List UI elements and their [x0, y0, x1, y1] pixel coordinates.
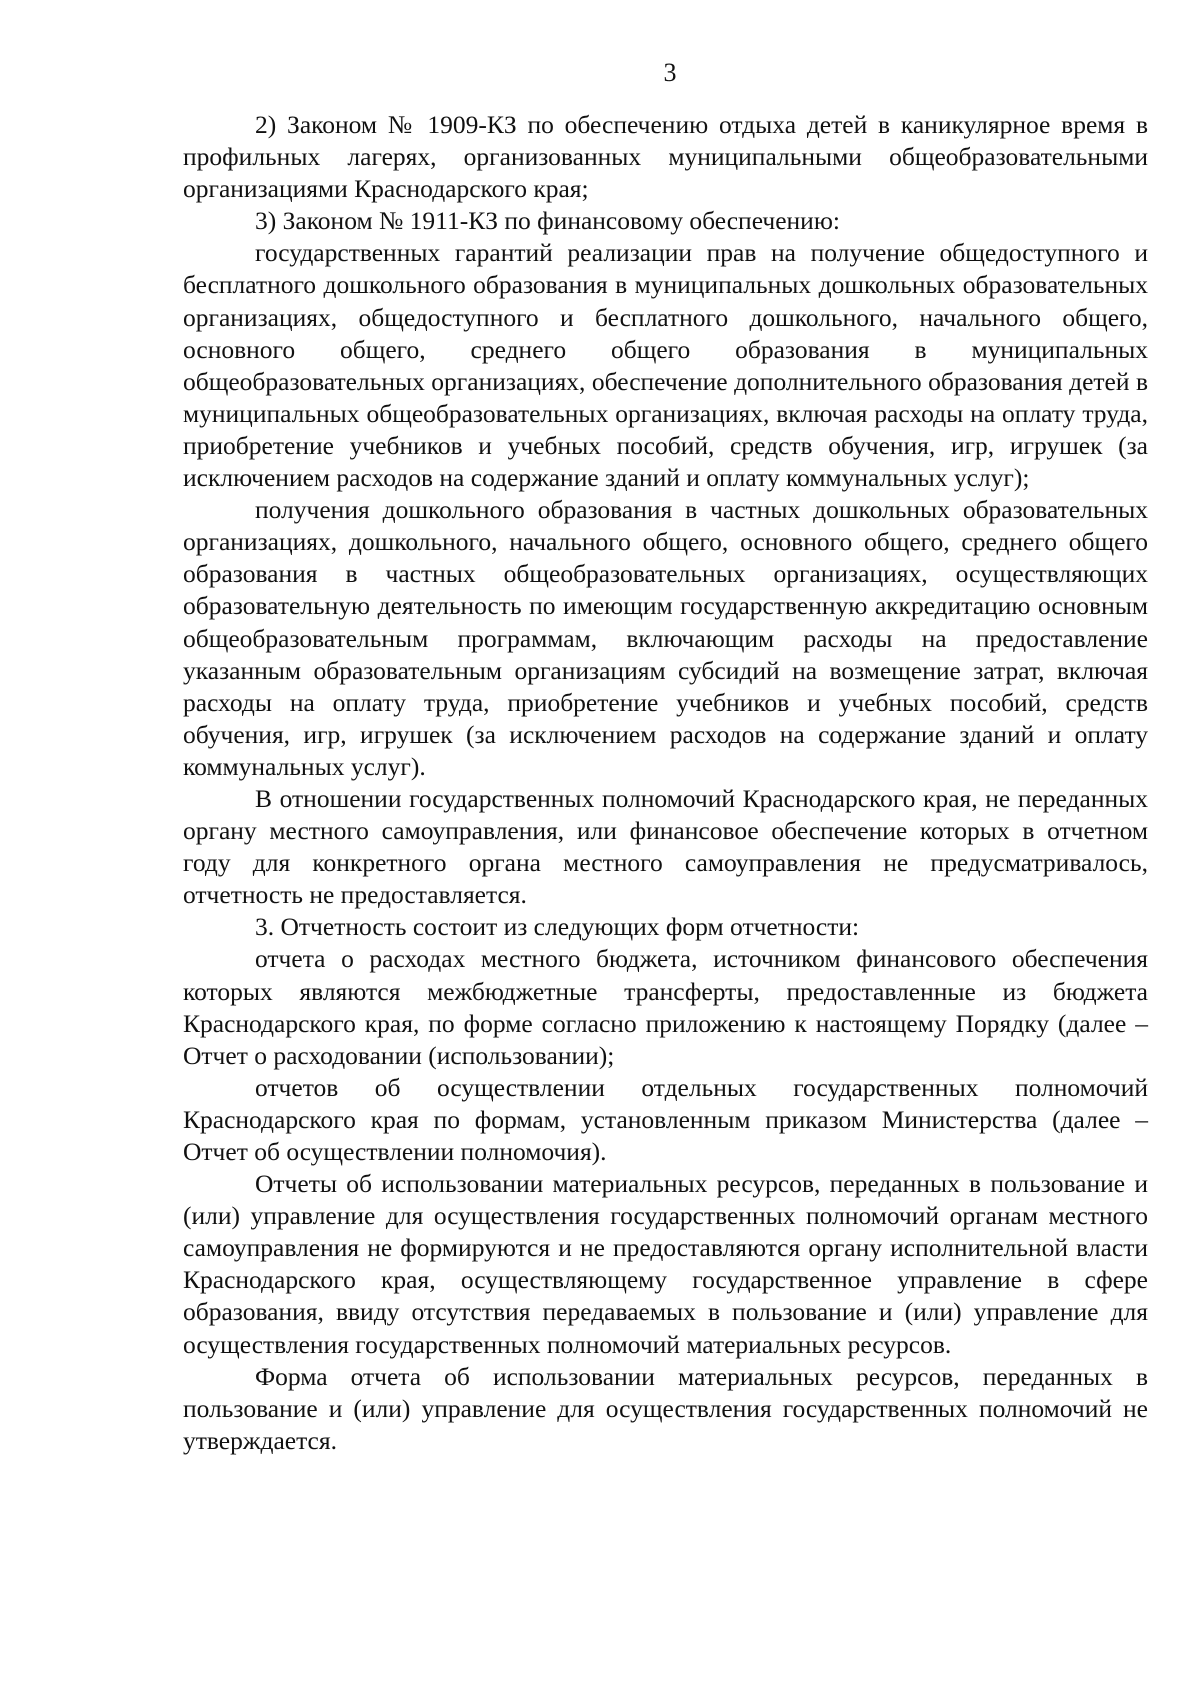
paragraph-form-not-approved: Форма отчета об использовании материальных ресурсов, переданных в пользование и (или) управление для осуществления государственных полномочий не утверждается. — [183, 1361, 1148, 1455]
paragraph-private-education: получения дошкольного образования в частных дошкольных образовательных организациях, дошкольного, начального общего, основного общего, среднего общего образования в частных общеобразовательных организациях, осуществляющих образовательную деятельность по имеющим государственную аккредитацию основным общеобразовательным программам, включающим расходы на предоставление указанным образовательным организациям субсидий на возмещение затрат, включая расходы на оплату труда, приобретение учебников и учебных пособий, средств обучения, игр, игрушек (за исключением расходов на содержание зданий и оплату коммунальных услуг). — [183, 495, 1148, 781]
page-number: 3 — [663, 58, 677, 87]
paragraph-material-resources: Отчеты об использовании материальных ресурсов, переданных в пользование и (или) управление для осуществления государственных полномочий органам местного самоуправления не формируются и не предоставляются органу исполнительной власти Краснодарского края, осуществляющему государственное управление в сфере образования, ввиду отсутствия передаваемых в пользование и (или) управление для осуществления государственных полномочий материальных ресурсов. — [183, 1169, 1148, 1359]
paragraph-report-forms: 3. Отчетность состоит из следующих форм отчетности: — [255, 912, 860, 942]
paragraph-law-1911: 3) Законом № 1911-КЗ по финансовому обеспечению: — [255, 206, 840, 236]
paragraph-law-1909: 2) Законом № 1909-КЗ по обеспечению отдыха детей в каникулярное время в профильных лагерях, организованных муниципальными общеобразовательными организациями Краснодарского края; — [183, 110, 1148, 204]
paragraph-powers-report: отчетов об осуществлении отдельных государственных полномочий Краснодарского края по формам, установленным приказом Министерства (далее – Отчет об осуществлении полномочия). — [183, 1072, 1148, 1166]
paragraph-state-guarantees: государственных гарантий реализации прав на получение общедоступного и бесплатного дошкольного образования в муниципальных дошкольных образовательных организациях, общедоступного и бесплатного дошкольного, начального общего, основного общего, среднего общего образования в муниципальных общеобразовательных организациях, обеспечение дополнительного образования детей в муниципальных общеобразовательных организациях, включая расходы на оплату труда, приобретение учебников и учебных пособий, средств обучения, игр, игрушек (за исключением расходов на содержание зданий и оплату коммунальных услуг); — [183, 238, 1148, 493]
paragraph-budget-report: отчета о расходах местного бюджета, источником финансового обеспечения которых являются межбюджетные трансферты, предоставленные из бюджета Краснодарского края, по форме согласно приложению к настоящему Порядку (далее – Отчет о расходовании (использовании); — [183, 944, 1148, 1070]
body-text — [183, 109, 1148, 1457]
paragraph-no-reporting: В отношении государственных полномочий Краснодарского края, не переданных органу местного самоуправления, или финансовое обеспечение которых в отчетном году для конкретного органа местного самоуправления не предусматривалось, отчетность не предоставляется. — [183, 783, 1148, 910]
